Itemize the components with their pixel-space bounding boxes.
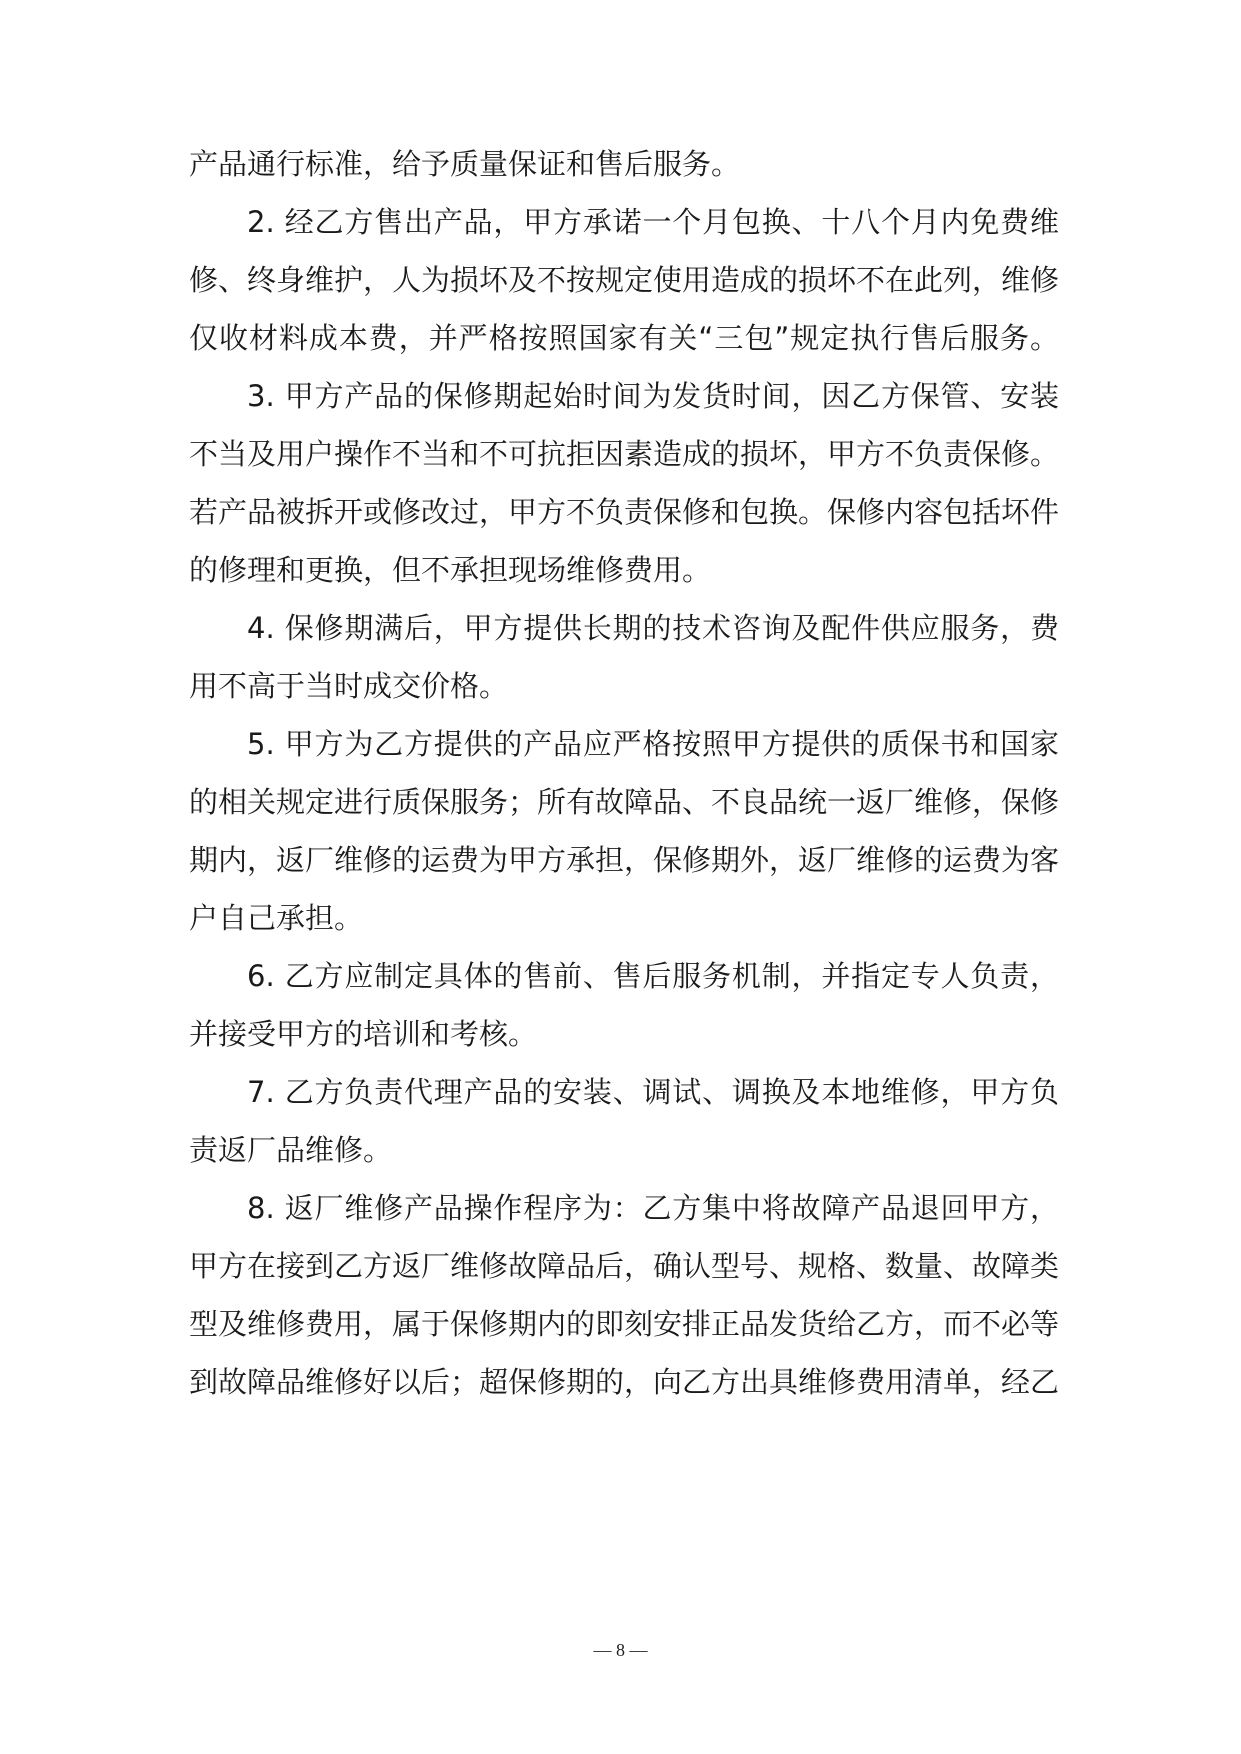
text-line: 2. 经乙方售出产品，甲方承诺一个月包换、十八个月内免费维: [247, 205, 1059, 239]
text-line: 7. 乙方负责代理产品的安装、调试、调换及本地维修，甲方负: [247, 1075, 1059, 1109]
text-line: 6. 乙方应制定具体的售前、售后服务机制，并指定专人负责，: [247, 959, 1059, 993]
text-line: 3. 甲方产品的保修期起始时间为发货时间，因乙方保管、安装: [247, 379, 1059, 413]
text-line: 4. 保修期满后，甲方提供长期的技术咨询及配件供应服务，费: [247, 611, 1059, 645]
text-line: 期内，返厂维修的运费为甲方承担，保修期外，返厂维修的运费为客: [189, 843, 1059, 877]
text-line: 责返厂品维修。: [189, 1133, 393, 1167]
text-line: 产品通行标准，给予质量保证和售后服务。: [189, 147, 741, 181]
text-line: 并接受甲方的培训和考核。: [189, 1017, 538, 1051]
text-line: 的修理和更换，但不承担现场维修费用。: [189, 553, 712, 587]
text-line: 5. 甲方为乙方提供的产品应严格按照甲方提供的质保书和国家: [247, 727, 1059, 761]
text-line: 仅收材料成本费，并严格按照国家有关“三包”规定执行售后服务。: [189, 321, 1059, 355]
text-line: 甲方在接到乙方返厂维修故障品后，确认型号、规格、数量、故障类: [189, 1249, 1059, 1283]
text-line: 修、终身维护，人为损坏及不按规定使用造成的损坏不在此列，维修: [189, 263, 1059, 297]
text-line: 用不高于当时成交价格。: [189, 669, 509, 703]
text-line: 户自己承担。: [189, 901, 364, 935]
text-line: 8. 返厂维修产品操作程序为：乙方集中将故障产品退回甲方，: [247, 1191, 1059, 1225]
page-number: — 8 —: [593, 1640, 648, 1660]
text-line: 若产品被拆开或修改过，甲方不负责保修和包换。保修内容包括坏件: [189, 495, 1059, 529]
text-line: 的相关规定进行质保服务；所有故障品、不良品统一返厂维修，保修: [189, 785, 1059, 819]
text-line: 型及维修费用，属于保修期内的即刻安排正品发货给乙方，而不必等: [189, 1307, 1059, 1341]
text-line: 到故障品维修好以后；超保修期的，向乙方出具维修费用清单，经乙: [189, 1365, 1059, 1399]
text-line: 不当及用户操作不当和不可抗拒因素造成的损坏，甲方不负责保修。: [189, 437, 1059, 471]
